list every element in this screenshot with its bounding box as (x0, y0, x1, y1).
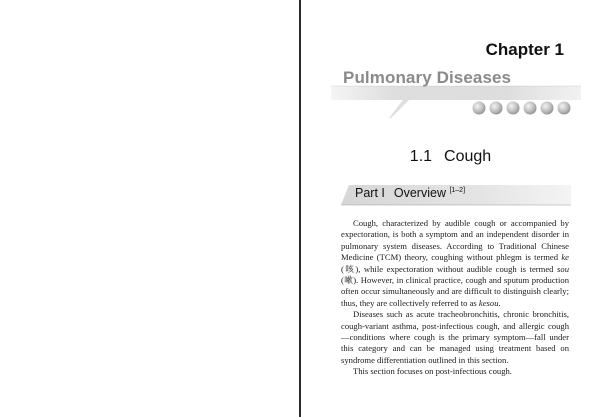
text-segment: Diseases such as acute tracheobronchitis, chronic bronchitis, cough-variant asthma, post-infectious cough, and allergic cough—conditions where cough is the primary symptom—fall under this category and can be managed using treatment based on syndrome differentiation outlined in this section. (341, 309, 569, 365)
body-text (341, 218, 569, 378)
body-paragraph (341, 309, 569, 366)
text-segment: This section focuses on post-infectious cough. (353, 366, 512, 377)
text-segment: (咳), while expectoration without audible cough is termed (341, 263, 558, 274)
chapter-label: Chapter 1 (485, 40, 564, 59)
part-reference: [1–2] (449, 187, 466, 194)
body-paragraph (341, 366, 569, 377)
text-segment: . (498, 297, 501, 308)
italic-term: ke (561, 252, 569, 263)
section-number: 1.1 (409, 148, 433, 165)
section-heading (301, 148, 600, 166)
part-label: Part I (355, 186, 385, 200)
part-heading (355, 186, 465, 200)
right-page (301, 0, 600, 417)
section-title: Cough (444, 148, 492, 165)
chapter-title: Pulmonary Diseases (343, 68, 512, 87)
decorative-sphere-icons (473, 102, 571, 115)
text-segment: (嗽). However, in clinical practice, cough and sputum production often occur simultaneously and are difficult to distinguish clearly; thus, they are collectively referred to as (341, 275, 569, 308)
italic-term: kesou (478, 297, 499, 308)
body-paragraph (341, 218, 569, 309)
text-segment: Cough, characterized by audible cough or accompanied by expectoration, is both a symptom and an independent disorder in pulmonary system diseases. According to Traditional Chinese Medicine (TCM) theory, coughing without phlegm is termed (341, 218, 569, 263)
part-title: Overview (393, 186, 446, 200)
italic-term: sou (557, 263, 569, 274)
